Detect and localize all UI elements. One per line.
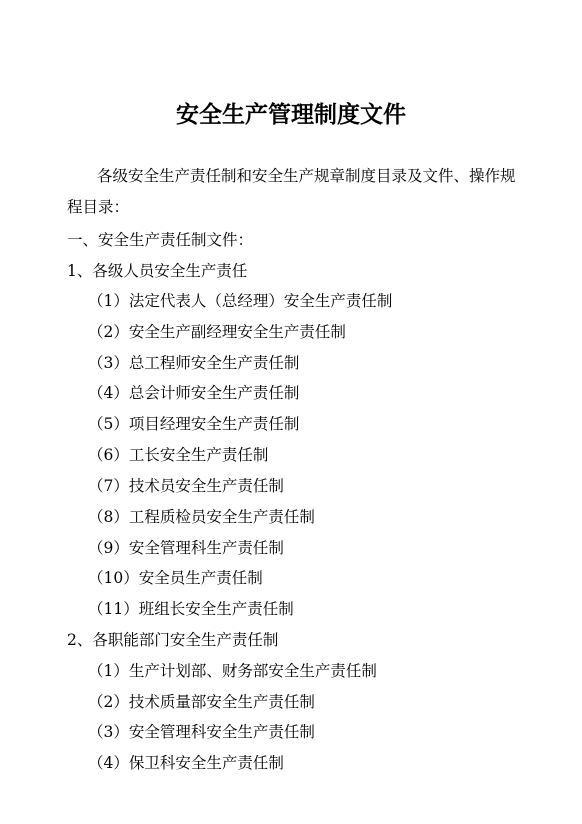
list-item: （3）安全管理科安全生产责任制	[88, 723, 315, 741]
list-item: （6）工长安全生产责任制	[88, 446, 269, 464]
list-item: （5）项目经理安全生产责任制	[88, 415, 300, 433]
list-item: （4）总会计师安全生产责任制	[88, 384, 300, 402]
section-heading-1: 一、安全生产责任制文件：	[67, 231, 254, 249]
list-item: （1）法定代表人（总经理）安全生产责任制	[88, 292, 393, 310]
list-item: （10）安全员生产责任制	[88, 569, 263, 587]
intro-line-2: 程目录：	[67, 198, 130, 216]
group-heading-2: 2、各职能部门安全生产责任制	[67, 631, 279, 649]
list-item: （2）技术质量部安全生产责任制	[88, 693, 315, 711]
list-item: （9）安全管理科生产责任制	[88, 539, 284, 557]
group-heading-1: 1、各级人员安全生产责任	[67, 262, 248, 280]
list-item: （11）班组长安全生产责任制	[88, 600, 294, 618]
intro-line-1: 各级安全生产责任制和安全生产规章制度目录及文件、操作规	[97, 167, 516, 185]
document-title: 安全生产管理制度文件	[176, 101, 406, 128]
list-item: （7）技术员安全生产责任制	[88, 477, 284, 495]
list-item: （2）安全生产副经理安全生产责任制	[88, 323, 346, 341]
list-item: （4）保卫科安全生产责任制	[88, 754, 284, 772]
list-item: （1）生产计划部、财务部安全生产责任制	[88, 662, 377, 680]
list-item: （3）总工程师安全生产责任制	[88, 354, 300, 372]
list-item: （8）工程质检员安全生产责任制	[88, 508, 315, 526]
